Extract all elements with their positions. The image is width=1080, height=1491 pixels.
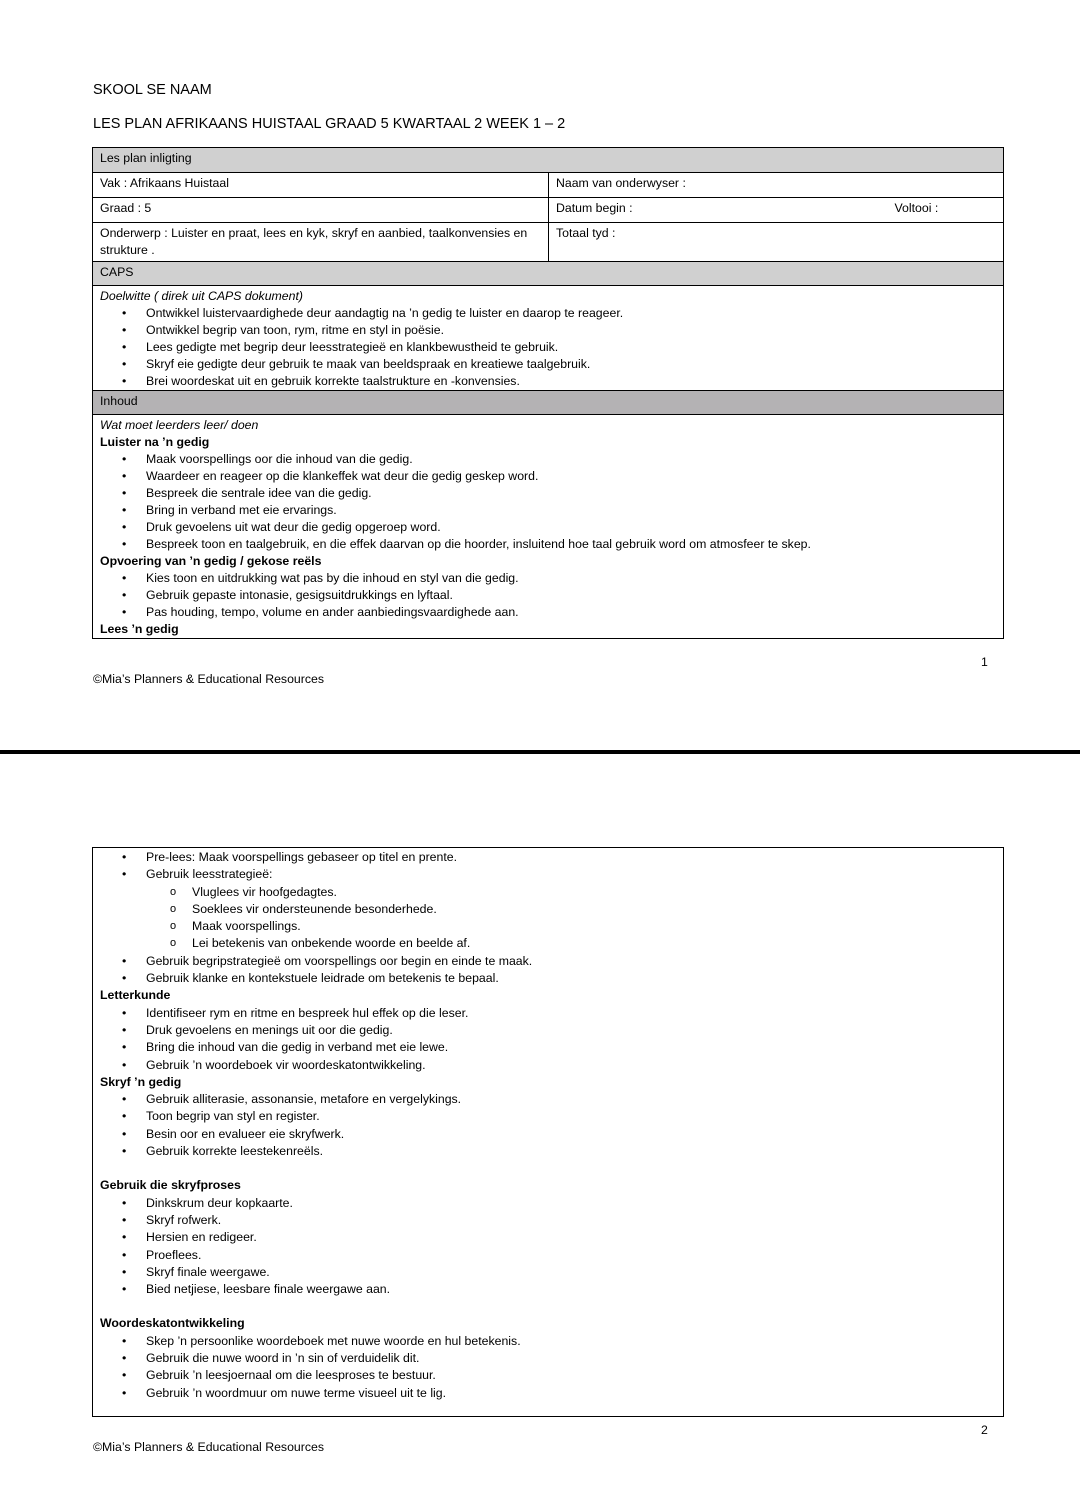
listen-title: Luister na ’n gedig <box>100 435 210 449</box>
teacher-cell: Naam van onderwyser : <box>549 173 1004 198</box>
list-item: • Besin oor en evalueer eie skryfwerk. <box>146 1126 996 1143</box>
list-item: o Vluglees vir hoofgedagtes. <box>192 884 996 901</box>
page-separator <box>0 750 1080 754</box>
pre-read-list <box>100 849 996 987</box>
date-begin-label: Datum begin : <box>556 201 633 215</box>
lesson-plan-table <box>92 147 1004 639</box>
list-item: • Druk gevoelens en menings uit oor die gedig. <box>146 1022 996 1039</box>
perform-title: Opvoering van ’n gedig / gekose reëls <box>100 554 322 568</box>
vocab-title: Woordeskatontwikkeling <box>100 1316 245 1331</box>
total-time-cell: Totaal tyd : <box>549 223 1004 262</box>
topic-cell: Onderwerp : Luister en praat, lees en kyk, skryf en aanbied, taalkonvensies en strukture . <box>93 223 549 262</box>
grade-cell: Graad : 5 <box>93 198 549 223</box>
process-title: Gebruik die skryfproses <box>100 1178 241 1193</box>
goals-list <box>100 305 996 390</box>
goals-title: Doelwitte ( direk uit CAPS dokument) <box>100 289 303 303</box>
list-item: • Pas houding, tempo, volume en ander aanbiedingsvaardighede aan. <box>146 604 996 621</box>
footer: ©Mia’s Planners & Educational Resources <box>93 1440 324 1454</box>
list-item: • Gebruik ’n woordmuur om nuwe terme visueel uit te lig. <box>146 1385 996 1402</box>
list-item: • Bied netjiese, leesbare finale weergawe aan. <box>146 1281 996 1298</box>
list-item: • Skryf rofwerk. <box>146 1212 996 1229</box>
list-item: • Gebruik ’n woordeboek vir woordeskatontwikkeling. <box>146 1057 996 1074</box>
list-item: • Identifiseer rym en ritme en bespreek hul effek op die leser. <box>146 1005 996 1022</box>
list-item: • Gebruik begripstrategieë om voorspellings oor begin en einde te maak. <box>146 953 996 970</box>
listen-list <box>100 451 996 553</box>
date-cell <box>549 198 1004 223</box>
write-list <box>100 1091 996 1160</box>
list-item: o Soeklees vir ondersteunende besonderhede. <box>192 901 996 918</box>
learn-title: Wat moet leerders leer/ doen <box>100 418 259 432</box>
list-item: • Gebruik ’n leesjoernaal om die leesproses te bestuur. <box>146 1367 996 1384</box>
list-item: • Bespreek die sentrale idee van die gedig. <box>146 485 996 502</box>
content-box <box>92 847 1004 1417</box>
read-title: Lees ’n gedig <box>100 622 179 636</box>
list-item: • Bespreek toon en taalgebruik, en die effek daarvan op die hoorder, insluitend hoe taal gebruik word om atmosfeer te skep. <box>146 536 996 553</box>
plan-title: LES PLAN AFRIKAANS HUISTAAL GRAAD 5 KWARTAAL 2 WEEK 1 – 2 <box>93 116 566 132</box>
list-item-label: Gebruik leesstrategieë: <box>146 867 273 882</box>
list-item: • Skryf eie gedigte deur gebruik te maak van beeldspraak en kreatiewe taalgebruik. <box>146 356 996 373</box>
list-item: • Hersien en redigeer. <box>146 1229 996 1246</box>
list-item: • Gebruik korrekte leestekenreëls. <box>146 1143 996 1160</box>
list-item: • Ontwikkel luistervaardighede deur aandagtig na ’n gedig te luister en daarop te reageer. <box>146 305 996 322</box>
list-item: • Proeflees. <box>146 1247 996 1264</box>
page-number: 2 <box>981 1423 988 1437</box>
caps-header: CAPS <box>93 262 1004 286</box>
list-item: • Lees gedigte met begrip deur leesstrategieë en klankbewustheid te gebruik. <box>146 339 996 356</box>
list-item: o Lei betekenis van onbekende woorde en beelde af. <box>192 935 996 952</box>
goals-cell <box>93 286 1004 391</box>
process-list <box>100 1195 996 1299</box>
list-item: • Kies toon en uitdrukking wat pas by die inhoud en styl van die gedig. <box>146 570 996 587</box>
list-item: • Gebruik die nuwe woord in ’n sin of verduidelik dit. <box>146 1350 996 1367</box>
content-header: Inhoud <box>93 391 1004 415</box>
list-item: • Skep ’n persoonlike woordeboek met nuwe woorde en hul betekenis. <box>146 1333 996 1350</box>
list-item: • Brei woordeskat uit en gebruik korrekte taalstrukture en -konvensies. <box>146 373 996 390</box>
list-item: • Druk gevoelens uit wat deur die gedig opgeroep word. <box>146 519 996 536</box>
list-item: • Gebruik gepaste intonasie, gesigsuitdrukkings en lyftaal. <box>146 587 996 604</box>
list-item: • Skryf finale weergawe. <box>146 1264 996 1281</box>
list-item: • Toon begrip van styl en register. <box>146 1108 996 1125</box>
strategies-list <box>146 884 996 953</box>
complete-label: Voltooi : <box>894 201 939 215</box>
subject-cell: Vak : Afrikaans Huistaal <box>93 173 549 198</box>
list-item: • Dinkskrum deur kopkaarte. <box>146 1195 996 1212</box>
school-name: SKOOL SE NAAM <box>93 82 212 98</box>
list-item: • Waardeer en reageer op die klankeffek wat deur die gedig geskep word. <box>146 468 996 485</box>
list-item: • Bring die inhoud van die gedig in verband met eie lewe. <box>146 1039 996 1056</box>
info-header: Les plan inligting <box>93 148 1004 173</box>
literature-list <box>100 1005 996 1074</box>
list-item: o Maak voorspellings. <box>192 918 996 935</box>
literature-title: Letterkunde <box>100 988 171 1003</box>
list-item: • Ontwikkel begrip van toon, rym, ritme en styl in poësie. <box>146 322 996 339</box>
list-item: • Maak voorspellings oor die inhoud van die gedig. <box>146 451 996 468</box>
list-item: • Bring in verband met eie ervarings. <box>146 502 996 519</box>
list-item: • Pre-lees: Maak voorspellings gebaseer op titel en prente. <box>146 849 996 866</box>
list-item: • Gebruik klanke en kontekstuele leidrade om betekenis te bepaal. <box>146 970 996 987</box>
list-item: • Gebruik alliterasie, assonansie, metafore en vergelykings. <box>146 1091 996 1108</box>
perform-list <box>100 570 996 621</box>
footer: ©Mia’s Planners & Educational Resources <box>93 672 324 686</box>
page-number: 1 <box>981 655 988 669</box>
vocab-list <box>100 1333 996 1402</box>
content-cell <box>93 415 1004 639</box>
list-item <box>146 866 996 952</box>
write-title: Skryf ’n gedig <box>100 1074 182 1089</box>
